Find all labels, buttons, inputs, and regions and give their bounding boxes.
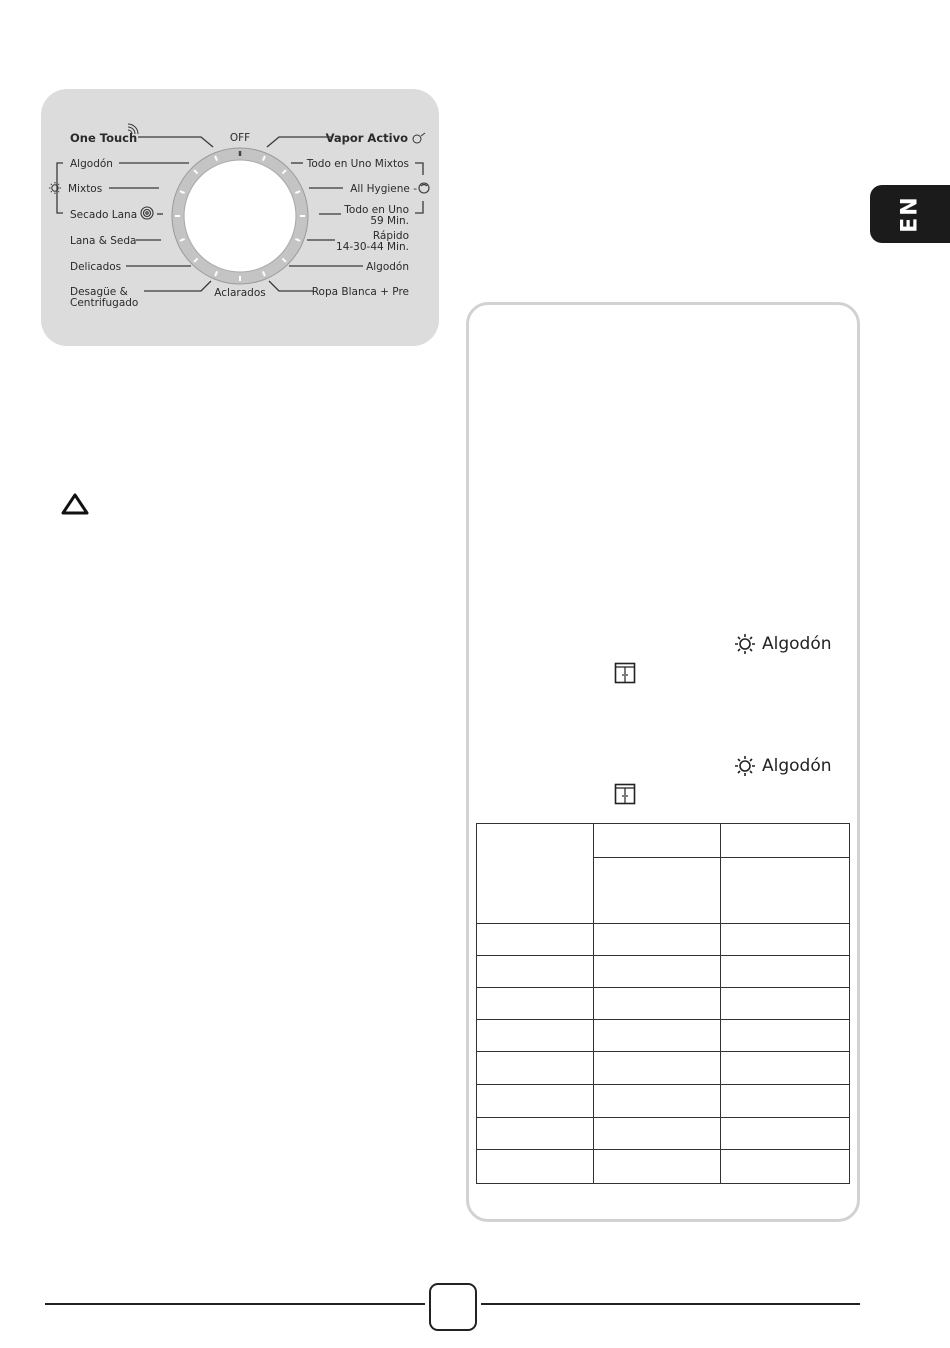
dial-label-todo-uno: Todo en Uno bbox=[344, 204, 409, 216]
dial-label-centrifugado: Centrifugado bbox=[70, 297, 139, 309]
table-row bbox=[477, 988, 850, 1020]
program-name: Algodón bbox=[762, 756, 832, 776]
table-cell bbox=[721, 858, 850, 924]
dial-label-aclarados: Aclarados bbox=[214, 287, 266, 299]
table-row bbox=[477, 956, 850, 988]
language-tab-label: EN bbox=[897, 195, 923, 233]
dial-label-59-min: 59 Min. bbox=[370, 215, 409, 227]
program-line-1 bbox=[734, 633, 832, 655]
dial-label-algodon-right: Algodón bbox=[366, 261, 409, 273]
table-row bbox=[477, 1150, 850, 1184]
dial-label-todo-uno-mixtos: Todo en Uno Mixtos bbox=[306, 158, 409, 170]
dial-face[interactable] bbox=[184, 160, 296, 272]
page-number-box bbox=[429, 1283, 477, 1331]
hygiene-icon bbox=[419, 183, 429, 193]
dial-label-rapido-times: 14-30-44 Min. bbox=[336, 241, 409, 253]
footer-rule-left bbox=[45, 1303, 425, 1305]
table-cell bbox=[477, 824, 594, 924]
sun-icon bbox=[734, 755, 756, 777]
dial-label-desague: Desagüe & bbox=[70, 286, 128, 298]
program-dial-panel bbox=[41, 89, 439, 346]
table-cell bbox=[594, 824, 721, 858]
dial-label-one-touch: One Touch bbox=[70, 131, 138, 145]
door-icon bbox=[614, 783, 636, 805]
program-line-2 bbox=[734, 755, 832, 777]
table-row bbox=[477, 1118, 850, 1150]
warning-triangle-icon bbox=[61, 493, 89, 515]
dial-label-all-hygiene: All Hygiene - bbox=[350, 183, 417, 195]
table-row bbox=[477, 1052, 850, 1085]
program-dial-diagram bbox=[41, 89, 439, 346]
table-cell bbox=[594, 858, 721, 924]
dial-label-lana-seda: Lana & Seda bbox=[70, 235, 137, 247]
table-row bbox=[477, 1020, 850, 1052]
door-icon bbox=[614, 662, 636, 684]
table-row bbox=[477, 924, 850, 956]
footer-rule-right bbox=[481, 1303, 860, 1305]
dial-label-mixtos: Mixtos bbox=[68, 183, 103, 195]
language-tab bbox=[870, 185, 950, 243]
dial-label-secado-lana: Secado Lana bbox=[70, 209, 138, 221]
dial-label-algodon-left: Algodón bbox=[70, 158, 113, 170]
dial-label-rapido: Rápido bbox=[372, 230, 409, 242]
dial-label-delicados: Delicados bbox=[70, 261, 122, 273]
wool-icon bbox=[141, 207, 153, 219]
dial-label-off: OFF bbox=[229, 132, 251, 144]
table-cell bbox=[721, 824, 850, 858]
data-table bbox=[476, 823, 850, 1184]
sun-icon bbox=[49, 182, 61, 194]
steam-icon bbox=[413, 133, 425, 143]
table-row bbox=[477, 1085, 850, 1118]
program-name: Algodón bbox=[762, 634, 832, 654]
dial-label-ropa-blanca: Ropa Blanca + Pre bbox=[311, 286, 409, 298]
sun-icon bbox=[734, 633, 756, 655]
dial-label-vapor-activo: Vapor Activo bbox=[325, 131, 408, 145]
